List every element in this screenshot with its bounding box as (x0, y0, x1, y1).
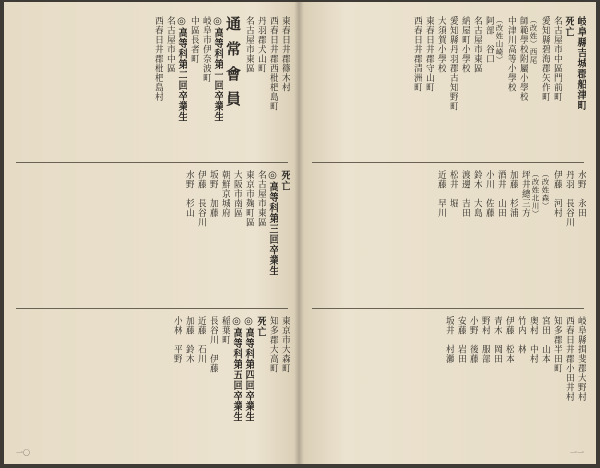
roster-entry: 岐阜縣揖斐郡大野村 (576, 316, 586, 402)
roster-entry: 水野 杉山 (184, 170, 194, 218)
page-number: 一一 (570, 449, 584, 457)
left-bottom-band (14, 316, 290, 444)
roster-entry: 西春日井郡枇杷島村 (153, 16, 163, 102)
section-heading: ◎高等科第三回卒業生 (267, 170, 278, 276)
roster-entry: 長谷川 伊藤 (208, 316, 218, 373)
roster-entry: 中津川高等小學校 (506, 16, 516, 92)
roster-entry: 稲葉町 (220, 316, 230, 345)
roster-entry: 坂井 村瀬 (444, 316, 454, 364)
left-top-band (14, 16, 290, 156)
roster-entry: 伊藤 河村 (552, 170, 562, 218)
roster-entry: 丹羽郡犬山町 (256, 16, 266, 73)
roster-entry: （改姓森） (541, 170, 550, 210)
right-page (300, 2, 596, 464)
roster-entry: （改姓北川） (531, 170, 540, 218)
roster-entry: 岐阜市伊奈波町 (201, 16, 211, 83)
roster-entry: （改姓山崎） (495, 16, 504, 64)
book-spread (4, 2, 596, 464)
roster-entry: 西春日井郡小田井村 (564, 316, 574, 402)
roster-entry: 青木 岡田 (492, 316, 502, 364)
roster-entry: 名古屋市東區 (472, 16, 482, 73)
roster-entry: 知多郡大高町 (268, 316, 278, 373)
section-heading: 死亡 (563, 16, 574, 37)
roster-entry: 名古屋市東區 (256, 170, 266, 227)
roster-entry: 西春日井郡西枇杷島町 (268, 16, 278, 111)
roster-entry: 加藤 杉浦 (508, 170, 518, 218)
divider (312, 162, 584, 163)
roster-entry: 野村 服部 (480, 316, 490, 364)
section-heading: ◎高等科第一回卒業生 (212, 16, 223, 122)
roster-entry: 安藤 岩田 (456, 316, 466, 364)
roster-entry: 中區長者町 (189, 16, 199, 64)
roster-entry: 西春日井郡清洲町 (412, 16, 422, 92)
roster-entry: 宮田 山本 (540, 316, 550, 364)
roster-entry: 竹内 林 (516, 316, 526, 354)
roster-entry: 伊藤 長谷川 (196, 170, 206, 227)
roster-entry: 伊藤 松本 (504, 316, 514, 364)
roster-entry: 師範學校附屬小學校 (518, 16, 528, 102)
roster-entry: 近藤 早川 (436, 170, 446, 218)
roster-entry: （改姓）西尾 (529, 16, 538, 64)
roster-entry: 近藤 石川 (196, 316, 206, 364)
roster-entry: 愛知縣碧海郡矢作町 (540, 16, 550, 102)
roster-entry: 知多郡半田町 (552, 316, 562, 373)
roster-entry: 名古屋市中區 (165, 16, 175, 73)
roster-entry: 加藤 鈴木 (184, 316, 194, 364)
roster-entry: 坪井總三方 (520, 170, 530, 218)
roster-entry: 奥村 中村 (528, 316, 538, 364)
roster-entry: 東京市大森町 (280, 316, 290, 373)
divider (16, 162, 288, 163)
roster-entry: 小川 佐藤 (484, 170, 494, 218)
right-top-band (310, 16, 586, 156)
roster-entry: 名古屋市中區門前町 (552, 16, 562, 102)
divider (312, 308, 584, 309)
divider (16, 308, 288, 309)
section-heading: ◎高等科第五回卒業生 (231, 316, 242, 422)
right-bottom-band (310, 316, 586, 444)
roster-entry: 東京市麹町區 (244, 170, 254, 227)
section-heading: 岐阜縣吉城郡船津町 (575, 16, 586, 111)
section-heading: ◎高等科第四回卒業生 (243, 316, 254, 422)
roster-entry: 大須賀小學校 (436, 16, 446, 73)
left-page (4, 2, 300, 464)
roster-entry: 愛知縣丹羽郡古知野町 (448, 16, 458, 111)
roster-entry: 小野 後藤 (468, 316, 478, 364)
roster-entry: 鈴木 大島 (472, 170, 482, 218)
page-number: 一〇 (16, 449, 30, 457)
roster-entry: 朝鮮京城府 (220, 170, 230, 218)
roster-entry: 水野 永田 (576, 170, 586, 218)
roster-entry: 納屋町小學校 (460, 16, 470, 73)
roster-entry: 阿部 谷口 (484, 16, 494, 64)
roster-entry: 名古屋市東區 (244, 16, 254, 73)
page-heading: 通常會員 (224, 16, 242, 116)
right-mid-band (310, 170, 586, 302)
roster-entry: 丹羽 長谷川 (564, 170, 574, 227)
roster-entry: 東春日井郡篠木村 (280, 16, 290, 92)
roster-entry: 大阪市南區 (232, 170, 242, 218)
gutter-shadow (300, 2, 304, 464)
section-heading: ◎高等科第二回卒業生 (176, 16, 187, 122)
roster-entry: 小林 平野 (172, 316, 182, 364)
section-heading: 死亡 (279, 170, 290, 191)
roster-entry: 坂野 加藤 (208, 170, 218, 218)
roster-entry: 東春日井郡守山町 (424, 16, 434, 92)
section-heading: 死亡 (255, 316, 266, 337)
left-mid-band (14, 170, 290, 302)
roster-entry: 酒井 山田 (496, 170, 506, 218)
roster-entry: 渡邊 吉田 (460, 170, 470, 218)
roster-entry: 松井 堀 (448, 170, 458, 208)
